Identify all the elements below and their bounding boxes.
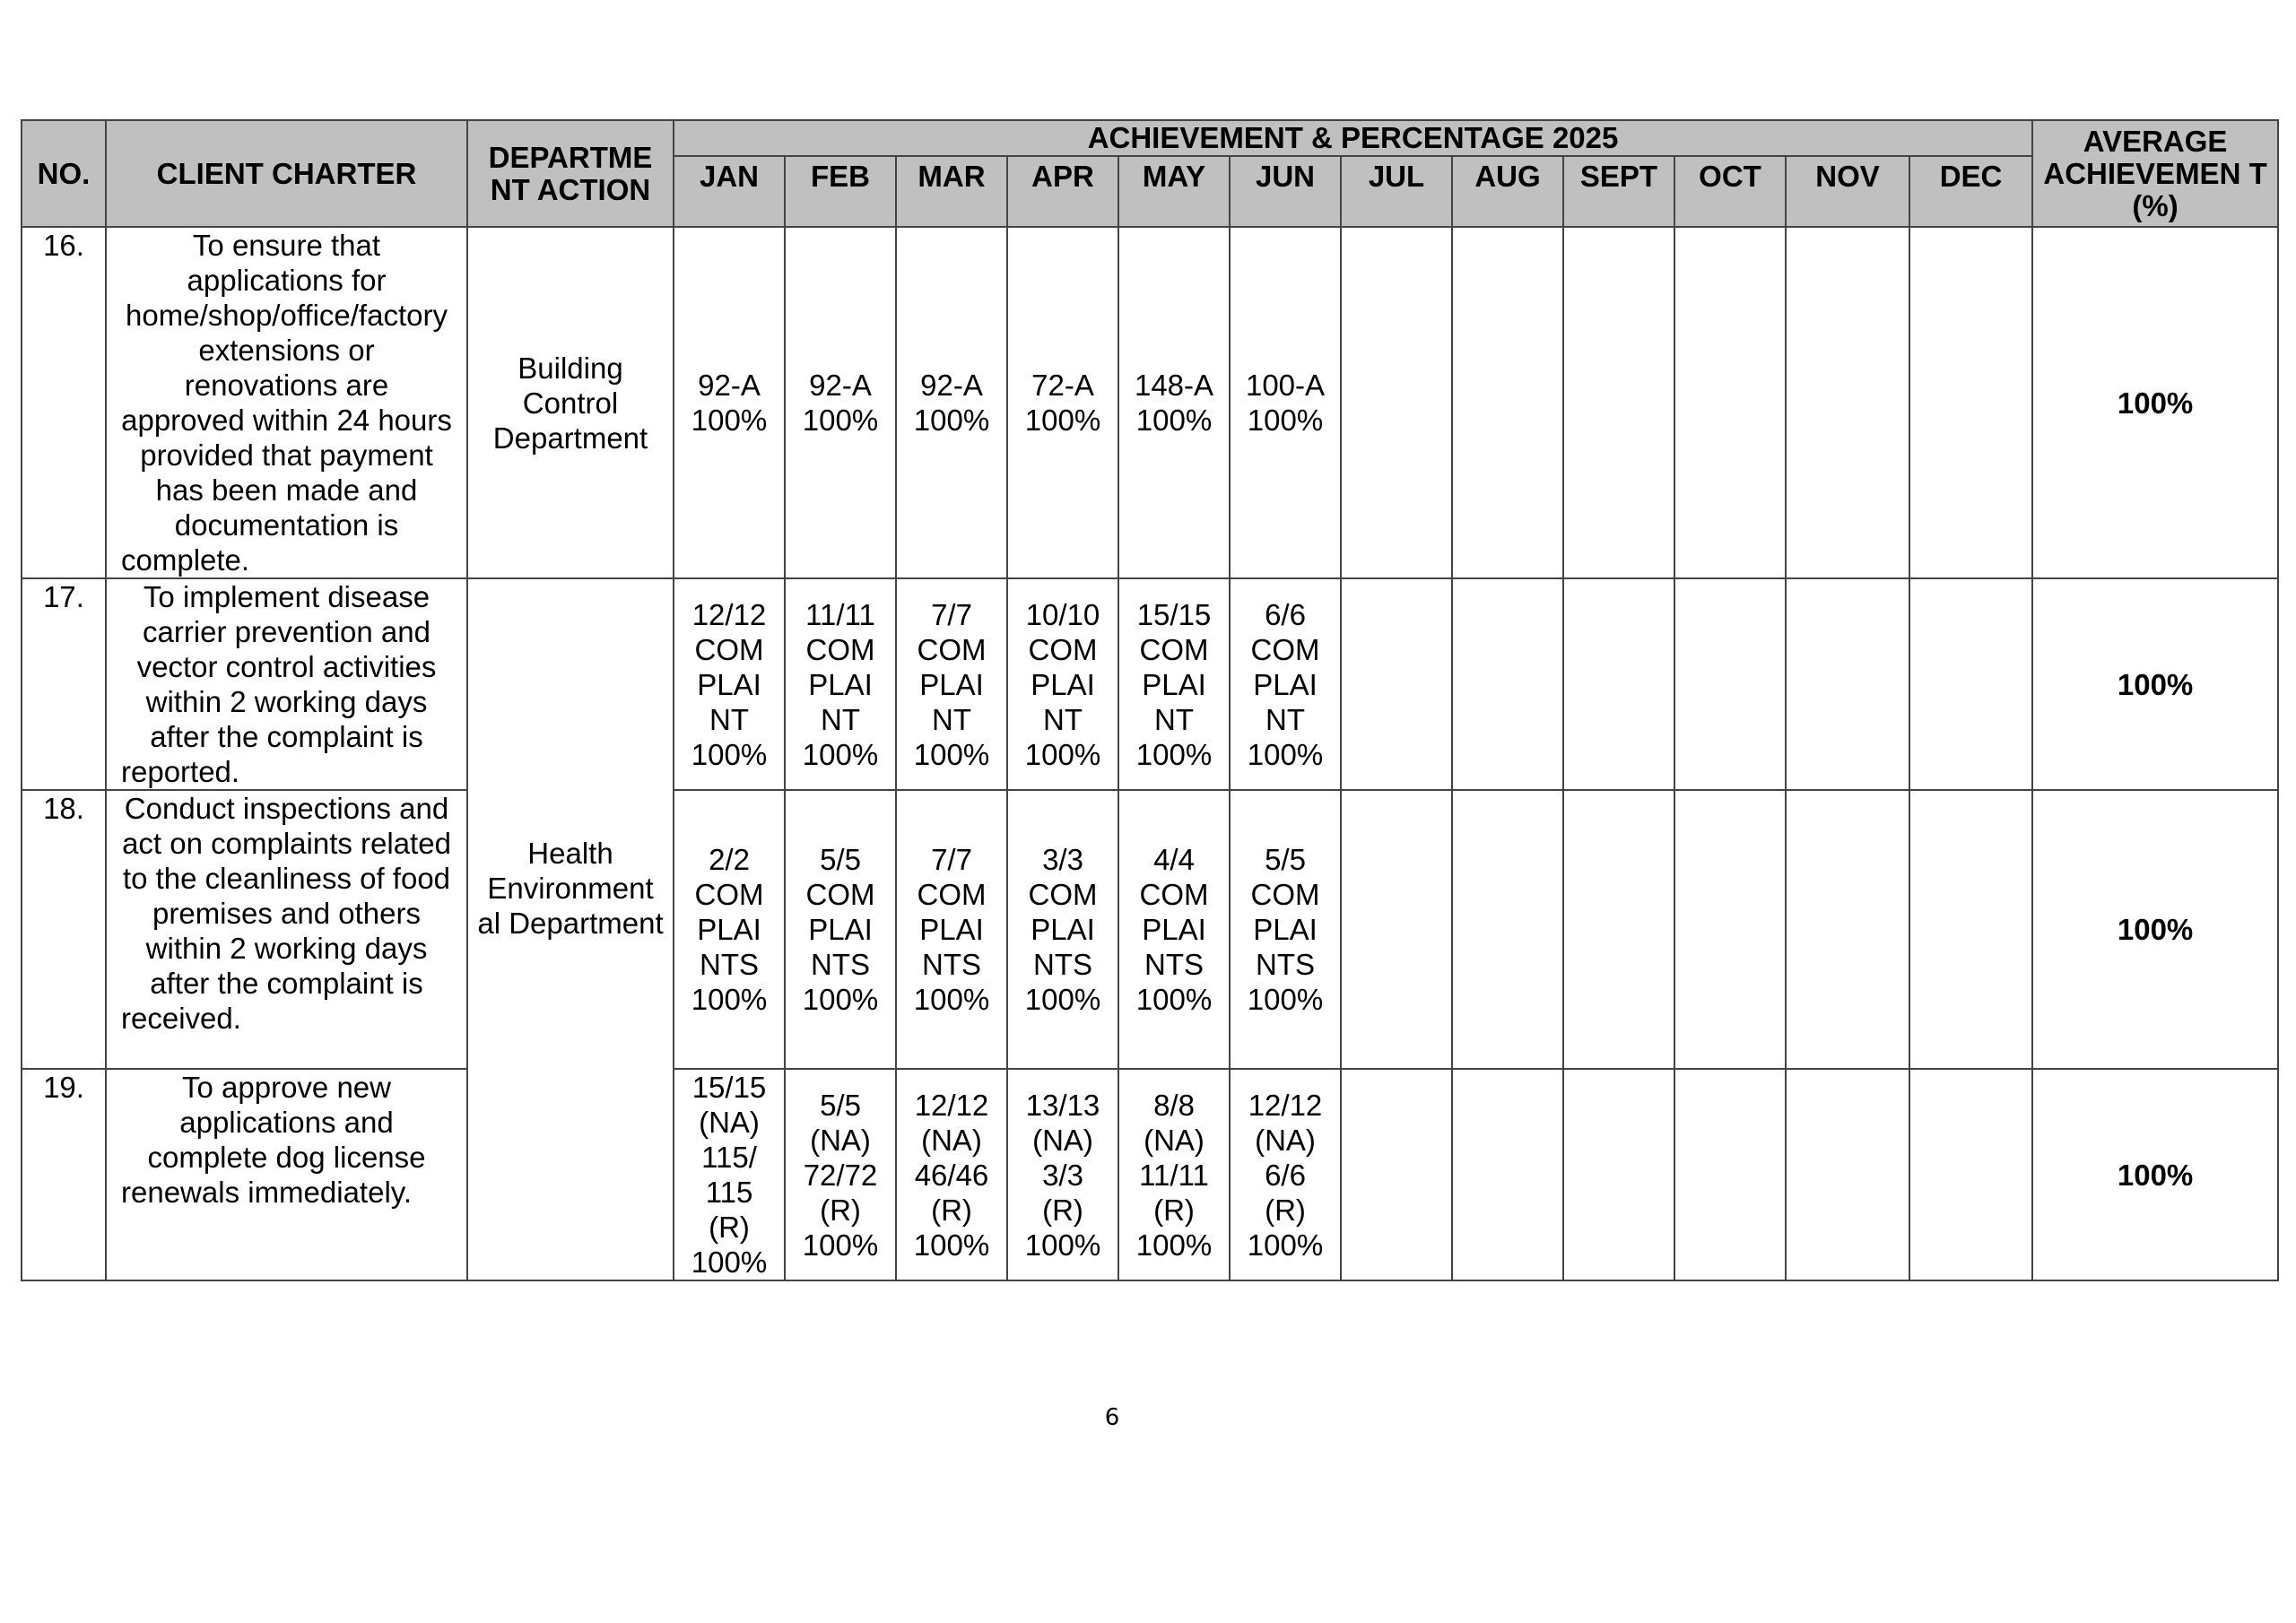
month-value-jul bbox=[1341, 790, 1452, 1069]
month-value-mar: 7/7 COM PLAI NTS 100% bbox=[896, 790, 1007, 1069]
month-value-feb: 92-A 100% bbox=[785, 227, 896, 578]
client-charter-text: To approve new applications and complete dog license renewals immediately. bbox=[106, 1069, 467, 1280]
month-value-aug bbox=[1452, 790, 1563, 1069]
average-achievement: 100% bbox=[2032, 227, 2278, 578]
month-value-oct bbox=[1674, 1069, 1786, 1280]
client-charter-text: To implement disease carrier prevention and vector control activities within 2 working days after the complaint is reported. bbox=[106, 578, 467, 790]
header-month-aug: AUG bbox=[1452, 156, 1563, 227]
header-month-mar: MAR bbox=[896, 156, 1007, 227]
month-value-jan: 2/2 COM PLAI NTS 100% bbox=[674, 790, 785, 1069]
client-charter-text: To ensure that applications for home/shop/office/factory extensions or renovations are approved within 24 hours provided that payment has been made and documentation is complete. bbox=[106, 227, 467, 578]
average-achievement: 100% bbox=[2032, 790, 2278, 1069]
average-achievement: 100% bbox=[2032, 1069, 2278, 1280]
average-achievement: 100% bbox=[2032, 578, 2278, 790]
header-client-charter: CLIENT CHARTER bbox=[106, 120, 467, 227]
header-no: NO. bbox=[22, 120, 106, 227]
month-value-aug bbox=[1452, 578, 1563, 790]
header-department-action: DEPARTME NT ACTION bbox=[467, 120, 674, 227]
month-value-may: 8/8 (NA) 11/11 (R) 100% bbox=[1118, 1069, 1230, 1280]
month-value-jun: 100-A 100% bbox=[1230, 227, 1341, 578]
month-value-sept bbox=[1563, 790, 1674, 1069]
header-month-jul: JUL bbox=[1341, 156, 1452, 227]
month-value-nov bbox=[1786, 227, 1909, 578]
header-month-oct: OCT bbox=[1674, 156, 1786, 227]
month-value-apr: 3/3 COM PLAI NTS 100% bbox=[1007, 790, 1118, 1069]
month-value-jan: 12/12 COM PLAI NT 100% bbox=[674, 578, 785, 790]
client-charter-table bbox=[21, 119, 2279, 1281]
month-value-nov bbox=[1786, 1069, 1909, 1280]
month-value-jul bbox=[1341, 227, 1452, 578]
header-month-nov: NOV bbox=[1786, 156, 1909, 227]
month-value-mar: 92-A 100% bbox=[896, 227, 1007, 578]
month-value-dec bbox=[1909, 790, 2032, 1069]
row-number: 16. bbox=[22, 227, 106, 578]
month-value-nov bbox=[1786, 790, 1909, 1069]
month-value-oct bbox=[1674, 790, 1786, 1069]
header-row-top bbox=[22, 120, 2278, 156]
month-value-oct bbox=[1674, 578, 1786, 790]
month-value-apr: 10/10 COM PLAI NT 100% bbox=[1007, 578, 1118, 790]
month-value-dec bbox=[1909, 578, 2032, 790]
month-value-sept bbox=[1563, 1069, 1674, 1280]
month-value-feb: 5/5 COM PLAI NTS 100% bbox=[785, 790, 896, 1069]
month-value-apr: 13/13 (NA) 3/3 (R) 100% bbox=[1007, 1069, 1118, 1280]
month-value-nov bbox=[1786, 578, 1909, 790]
table-row bbox=[22, 790, 2278, 1069]
month-value-may: 4/4 COM PLAI NTS 100% bbox=[1118, 790, 1230, 1069]
month-value-jul bbox=[1341, 578, 1452, 790]
month-value-feb: 11/11 COM PLAI NT 100% bbox=[785, 578, 896, 790]
month-value-aug bbox=[1452, 1069, 1563, 1280]
header-month-sept: SEPT bbox=[1563, 156, 1674, 227]
month-value-sept bbox=[1563, 578, 1674, 790]
month-value-may: 148-A 100% bbox=[1118, 227, 1230, 578]
month-value-mar: 12/12 (NA) 46/46 (R) 100% bbox=[896, 1069, 1007, 1280]
header-month-feb: FEB bbox=[785, 156, 896, 227]
month-value-jun: 12/12 (NA) 6/6 (R) 100% bbox=[1230, 1069, 1341, 1280]
month-value-mar: 7/7 COM PLAI NT 100% bbox=[896, 578, 1007, 790]
month-value-feb: 5/5 (NA) 72/72 (R) 100% bbox=[785, 1069, 896, 1280]
table-row bbox=[22, 578, 2278, 790]
department-building-control: Building Control Department bbox=[467, 227, 674, 578]
month-value-may: 15/15 COM PLAI NT 100% bbox=[1118, 578, 1230, 790]
month-value-apr: 72-A 100% bbox=[1007, 227, 1118, 578]
header-month-jun: JUN bbox=[1230, 156, 1341, 227]
month-value-jan: 92-A 100% bbox=[674, 227, 785, 578]
page-number: 6 bbox=[1104, 1404, 1120, 1431]
header-month-dec: DEC bbox=[1909, 156, 2032, 227]
month-value-oct bbox=[1674, 227, 1786, 578]
row-number: 17. bbox=[22, 578, 106, 790]
month-value-dec bbox=[1909, 227, 2032, 578]
row-number: 18. bbox=[22, 790, 106, 1069]
month-value-jan: 15/15 (NA) 115/ 115 (R) 100% bbox=[674, 1069, 785, 1280]
table-row bbox=[22, 1069, 2278, 1280]
month-value-dec bbox=[1909, 1069, 2032, 1280]
table-row bbox=[22, 227, 2278, 578]
month-value-jun: 6/6 COM PLAI NT 100% bbox=[1230, 578, 1341, 790]
header-average: AVERAGE ACHIEVEMEN T (%) bbox=[2032, 120, 2278, 227]
month-value-sept bbox=[1563, 227, 1674, 578]
month-value-aug bbox=[1452, 227, 1563, 578]
client-charter-text: Conduct inspections and act on complaints related to the cleanliness of food premises and others within 2 working days after the complaint is received. bbox=[106, 790, 467, 1069]
header-achievement: ACHIEVEMENT & PERCENTAGE 2025 bbox=[674, 120, 2032, 156]
row-number: 19. bbox=[22, 1069, 106, 1280]
month-value-jul bbox=[1341, 1069, 1452, 1280]
header-month-may: MAY bbox=[1118, 156, 1230, 227]
header-month-apr: APR bbox=[1007, 156, 1118, 227]
month-value-jun: 5/5 COM PLAI NTS 100% bbox=[1230, 790, 1341, 1069]
department-health-environmental: Health Environment al Department bbox=[467, 578, 674, 1280]
header-month-jan: JAN bbox=[674, 156, 785, 227]
